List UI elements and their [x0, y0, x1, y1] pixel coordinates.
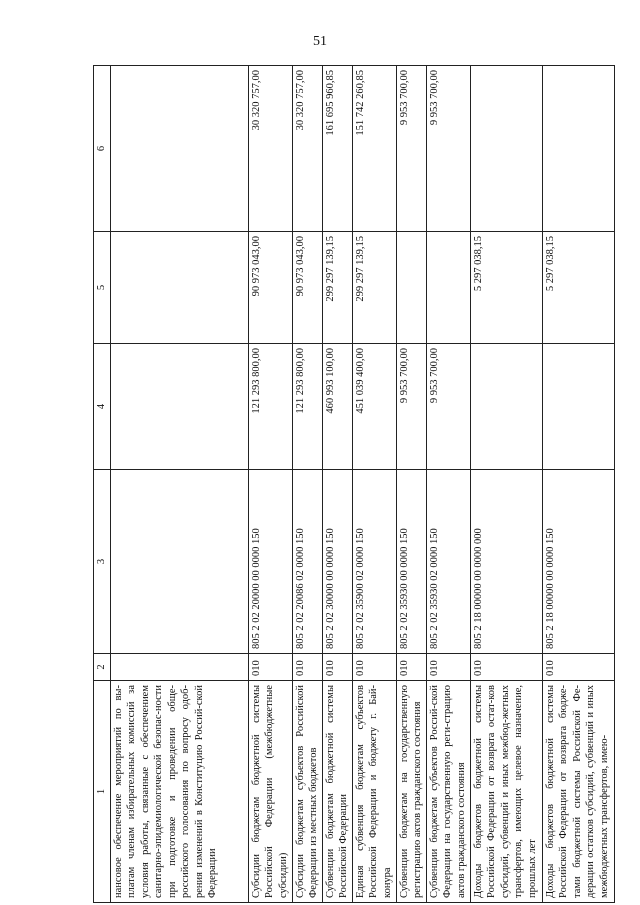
row-col6-value: [110, 66, 248, 232]
header-col-2: 2: [94, 654, 111, 681]
row-col6-value: 9 953 700,00: [396, 66, 426, 232]
row-col4-value: [470, 344, 542, 470]
row-name: Субсидии бюджетам бюджетной системы Российской Федерации (межбюджетные субсидии): [248, 681, 292, 903]
row-name: нансовое обеспечение мероприятий по вы-платам членам избирательных комиссий за условия работы, связанные с обеспечением санитарно-эпидемиологической безопас-ности при подготовке и проведении обще-российского голосования по вопросу одоб-рения изменений в Конституцию Россий-ской Федерации: [110, 681, 248, 903]
row-code: 010: [542, 654, 614, 681]
row-code: 010: [292, 654, 322, 681]
row-code: 010: [426, 654, 470, 681]
row-name: Субвенции бюджетам бюджетной системы Российской Федерации: [322, 681, 352, 903]
row-kbk: [110, 470, 248, 654]
header-col-1: 1: [94, 681, 111, 903]
row-col5-value: 90 973 043,00: [248, 232, 292, 344]
row-col6-value: [470, 66, 542, 232]
row-kbk: 805 2 02 35930 02 0000 150: [426, 470, 470, 654]
row-col5-value: [110, 232, 248, 344]
row-col4-value: 460 993 100,00: [322, 344, 352, 470]
row-kbk: 805 2 18 00000 00 0000 150: [542, 470, 614, 654]
row-col4-value: 9 953 700,00: [396, 344, 426, 470]
row-kbk: 805 2 02 30000 00 0000 150: [322, 470, 352, 654]
header-col-6: 6: [94, 66, 111, 232]
row-code: 010: [470, 654, 542, 681]
table-row: [396, 66, 426, 903]
row-name: Субсидии бюджетам субъектов Российской Федерации из местных бюджетов: [292, 681, 322, 903]
table-row: [292, 66, 322, 903]
row-kbk: 805 2 02 20000 00 0000 150: [248, 470, 292, 654]
row-col4-value: [542, 344, 614, 470]
row-code: 010: [322, 654, 352, 681]
row-col6-value: 30 320 757,00: [292, 66, 322, 232]
row-col6-value: 151 742 260,85: [352, 66, 396, 232]
row-name: Доходы бюджетов бюджетной системы Российской Федерации от возврата бюдже-тами бюджетной системы Российской Фе-дерации остатков субсидий, субвенций и иных межбюджетных трансфертов, имею-: [542, 681, 614, 903]
row-name: Субвенции бюджетам на государственную регистрацию актов гражданского состояния: [396, 681, 426, 903]
row-col4-value: 121 293 800,00: [292, 344, 322, 470]
header-col-4: 4: [94, 344, 111, 470]
table-row: [110, 66, 248, 903]
row-col6-value: [542, 66, 614, 232]
row-code: 010: [248, 654, 292, 681]
row-col6-value: 161 695 960,85: [322, 66, 352, 232]
table-header-row: [94, 66, 111, 903]
page-number: 51: [313, 34, 327, 49]
row-col6-value: 30 320 757,00: [248, 66, 292, 232]
row-col5-value: 90 973 043,00: [292, 232, 322, 344]
rotated-table-frame: [93, 66, 610, 903]
header-col-3: 3: [94, 470, 111, 654]
row-name: Субвенции бюджетам субъектов Россий-ской Федерации на государственную реги-страцию актов гражданского состояния: [426, 681, 470, 903]
table-row: [352, 66, 396, 903]
row-col5-value: 299 297 139,15: [322, 232, 352, 344]
row-kbk: 805 2 02 35930 00 0000 150: [396, 470, 426, 654]
row-name: Доходы бюджетов бюджетной системы Российской Федерации от возврата остат-ков субсидий, субвенций и иных межбюд-жетных трансфертов, имеющих целевое назначение, прошлых лет: [470, 681, 542, 903]
row-kbk: 805 2 02 35900 02 0000 150: [352, 470, 396, 654]
table-row: [470, 66, 542, 903]
table-row: [426, 66, 470, 903]
rotated-table-container: [93, 66, 610, 903]
row-col4-value: 121 293 800,00: [248, 344, 292, 470]
table-row: [322, 66, 352, 903]
row-code: 010: [352, 654, 396, 681]
row-code: [110, 654, 248, 681]
row-col5-value: 299 297 139,15: [352, 232, 396, 344]
table-row: [248, 66, 292, 903]
row-col5-value: [426, 232, 470, 344]
row-col4-value: 451 039 400,00: [352, 344, 396, 470]
budget-revenue-table: [93, 65, 615, 903]
row-col5-value: 5 297 038,15: [542, 232, 614, 344]
row-col5-value: 5 297 038,15: [470, 232, 542, 344]
table-row: [542, 66, 614, 903]
row-col4-value: [110, 344, 248, 470]
row-kbk: 805 2 02 20086 02 0000 150: [292, 470, 322, 654]
row-kbk: 805 2 18 00000 00 0000 000: [470, 470, 542, 654]
row-col4-value: 9 953 700,00: [426, 344, 470, 470]
row-col5-value: [396, 232, 426, 344]
header-col-5: 5: [94, 232, 111, 344]
row-name: Единая субвенция бюджетам субъектов Российской Федерации и бюджету г. Бай-конура: [352, 681, 396, 903]
row-col6-value: 9 953 700,00: [426, 66, 470, 232]
row-code: 010: [396, 654, 426, 681]
